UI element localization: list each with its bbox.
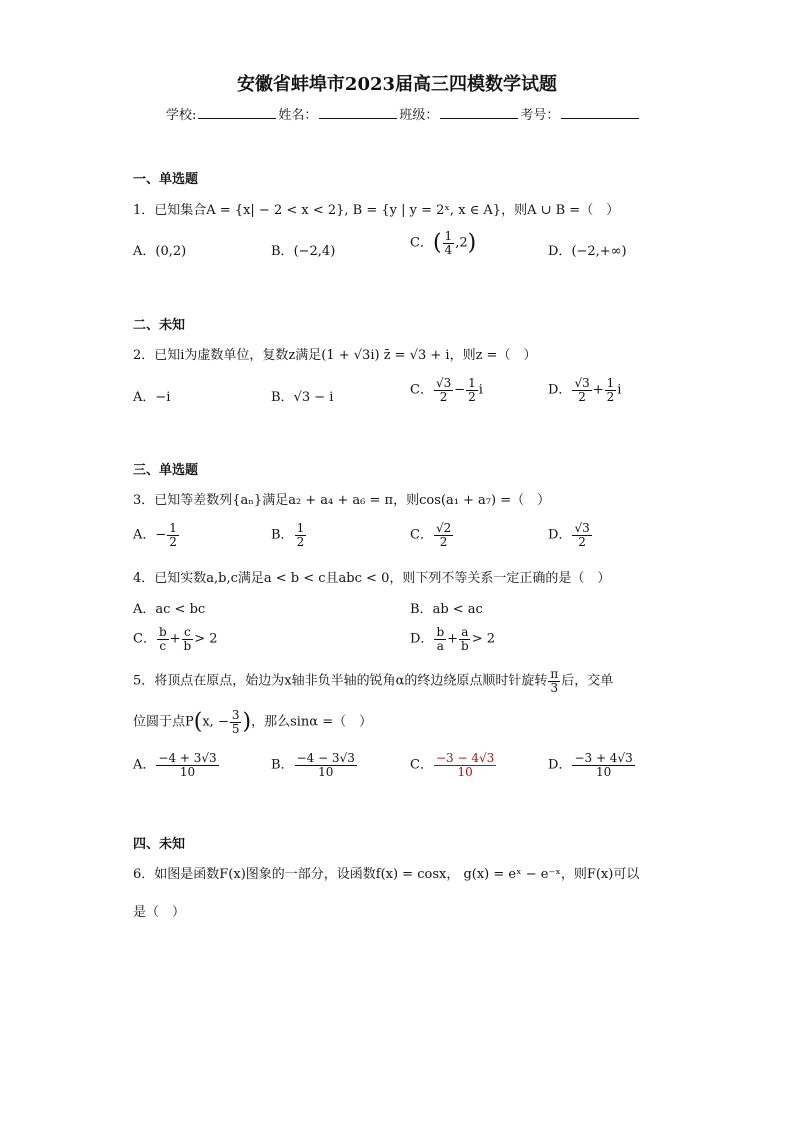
fraction-numerator: −4 − 3√3 bbox=[296, 751, 355, 765]
fraction-denominator: b bbox=[461, 638, 469, 653]
fraction-denominator: 4 bbox=[444, 242, 453, 257]
option-text: > 2 bbox=[471, 631, 496, 647]
fraction-numerator: 1 bbox=[444, 229, 453, 243]
option-text: (0,2) bbox=[155, 244, 187, 259]
fraction-denominator: b bbox=[183, 638, 192, 653]
student-info-line bbox=[166, 104, 641, 123]
option-a[interactable] bbox=[133, 752, 220, 778]
option-b[interactable] bbox=[271, 522, 307, 548]
fraction-denominator: 2 bbox=[439, 389, 448, 404]
question-stem: 2．已知i为虚数单位，复数z满足(1 + √3i) z̄ = √3 + i，则z =（ ） bbox=[133, 348, 537, 363]
option-label: D． bbox=[410, 631, 434, 647]
option-b[interactable] bbox=[271, 386, 333, 405]
option-label: A． bbox=[133, 602, 156, 617]
fraction-numerator: b bbox=[436, 625, 445, 639]
fraction-numerator: −3 − 4√3 bbox=[435, 751, 495, 765]
fraction-denominator: 5 bbox=[231, 721, 240, 736]
fraction-denominator: 2 bbox=[578, 389, 586, 404]
option-label: C． bbox=[410, 757, 433, 773]
option-text: ,2 bbox=[455, 235, 468, 251]
fraction-numerator: √3 bbox=[574, 376, 590, 390]
operator: − bbox=[155, 527, 167, 543]
name-label: 姓名： bbox=[278, 108, 318, 123]
fraction-denominator: a bbox=[436, 638, 444, 653]
option-text: ac < bc bbox=[155, 602, 206, 617]
option-label: C． bbox=[410, 235, 433, 251]
fraction-denominator: c bbox=[159, 638, 167, 653]
option-b[interactable] bbox=[410, 598, 483, 617]
number-label: 考号： bbox=[520, 108, 560, 123]
fraction-denominator: 2 bbox=[606, 389, 615, 404]
fraction-numerator: c bbox=[184, 625, 191, 639]
fraction-numerator: √3 bbox=[574, 521, 590, 535]
operator: + bbox=[447, 631, 459, 647]
section-heading: 二、未知 bbox=[133, 318, 186, 333]
option-label: B． bbox=[271, 390, 294, 405]
fraction-denominator: 2 bbox=[468, 389, 476, 404]
option-c[interactable] bbox=[410, 377, 483, 403]
option-label: D． bbox=[548, 244, 572, 259]
option-label: B． bbox=[271, 527, 294, 543]
option-label: B． bbox=[271, 757, 294, 773]
option-text: √3 − i bbox=[293, 390, 334, 405]
fraction-denominator: 10 bbox=[457, 764, 473, 779]
option-text: i bbox=[617, 382, 622, 398]
page-title: 安徽省蚌埠市2023届高三四模数学试题 bbox=[236, 74, 558, 95]
option-d[interactable] bbox=[548, 752, 636, 778]
option-label: C． bbox=[133, 631, 156, 647]
fraction-numerator: b bbox=[158, 625, 167, 639]
stem-text: ，那么sinα =（ ） bbox=[251, 714, 373, 730]
number-field[interactable] bbox=[561, 104, 639, 119]
stem-text: 后，交单 bbox=[561, 673, 614, 689]
fraction-numerator: 1 bbox=[468, 376, 476, 390]
fraction-denominator: 3 bbox=[550, 680, 559, 695]
option-label: B． bbox=[271, 244, 294, 259]
option-label: C． bbox=[410, 382, 433, 398]
fraction-denominator: 2 bbox=[169, 534, 177, 549]
fraction-numerator: 1 bbox=[296, 521, 305, 535]
option-c[interactable] bbox=[133, 626, 218, 652]
fraction-numerator: −3 + 4√3 bbox=[574, 751, 633, 765]
option-b[interactable] bbox=[271, 752, 358, 778]
fraction-numerator: π bbox=[550, 667, 559, 681]
section-heading: 三、单选题 bbox=[133, 463, 199, 478]
question-stem: 1．已知集合A = {x| − 2 < x < 2}, B = {y | y = 2ˣ, x ∈ A}，则A ∪ B =（ ） bbox=[133, 203, 620, 218]
operator: + bbox=[592, 382, 604, 398]
option-b[interactable] bbox=[271, 240, 335, 259]
option-a[interactable] bbox=[133, 386, 170, 405]
option-text: −i bbox=[155, 390, 171, 405]
fraction-numerator: −4 + 3√3 bbox=[158, 751, 217, 765]
fraction-numerator: a bbox=[461, 625, 469, 639]
option-text: ab < ac bbox=[432, 602, 483, 617]
section-heading: 一、单选题 bbox=[133, 172, 199, 187]
fraction-denominator: 10 bbox=[318, 764, 334, 779]
option-label: A． bbox=[133, 527, 156, 543]
option-label: D． bbox=[548, 527, 572, 543]
class-field[interactable] bbox=[440, 104, 518, 119]
school-field[interactable] bbox=[198, 104, 276, 119]
point-coordinate: x, − bbox=[202, 714, 229, 730]
option-c[interactable] bbox=[410, 522, 454, 548]
option-text: (−2,+∞) bbox=[571, 244, 627, 259]
option-a[interactable] bbox=[133, 522, 180, 548]
fraction-denominator: 10 bbox=[179, 764, 196, 779]
option-label: A． bbox=[133, 390, 156, 405]
fraction-numerator: √3 bbox=[435, 376, 452, 390]
question-stem-line2: 是（ ） bbox=[133, 905, 186, 920]
stem-text: 位圆于点P bbox=[133, 714, 194, 730]
operator: − bbox=[454, 382, 466, 398]
option-d[interactable] bbox=[410, 626, 495, 652]
fraction-numerator: √2 bbox=[435, 521, 452, 535]
fraction-numerator: 1 bbox=[169, 521, 177, 535]
question-stem: 6．如图是函数F(x)图象的一部分，设函数f(x) = cosx， g(x) = eˣ − e⁻ˣ，则F(x)可以 bbox=[133, 867, 640, 882]
fraction-numerator: 3 bbox=[231, 708, 240, 722]
name-field[interactable] bbox=[319, 104, 397, 119]
fraction-denominator: 2 bbox=[578, 534, 586, 549]
fraction-denominator: 10 bbox=[595, 764, 612, 779]
option-c[interactable]: C．( $\frac{1}{4}$ ,2) bbox=[410, 229, 477, 257]
question-stem: 3．已知等差数列{aₙ}满足a₂ + a₄ + a₆ = π，则cos(a₁ + a₇) =（ ） bbox=[133, 493, 551, 508]
option-label: A． bbox=[133, 757, 156, 773]
option-text: i bbox=[478, 382, 483, 398]
option-d[interactable] bbox=[548, 240, 627, 259]
option-a[interactable] bbox=[133, 598, 205, 617]
section-heading: 四、未知 bbox=[133, 837, 186, 852]
option-label: D． bbox=[548, 382, 572, 398]
school-label: 学校: bbox=[166, 108, 197, 123]
option-d[interactable] bbox=[548, 377, 621, 403]
fraction-numerator: 1 bbox=[606, 376, 615, 390]
option-label: C． bbox=[410, 527, 433, 543]
option-c[interactable] bbox=[410, 752, 497, 778]
option-label: D． bbox=[548, 757, 572, 773]
stem-text: 5．将顶点在原点，始边为x轴非负半轴的锐角α的终边绕原点顺时针旋转 bbox=[133, 673, 548, 689]
question-stem bbox=[133, 668, 613, 694]
fraction-denominator: 2 bbox=[439, 534, 448, 549]
option-d[interactable] bbox=[548, 522, 593, 548]
question-stem: 4．已知实数a,b,c满足a < b < c且abc < 0，则下列不等关系一定正确的是（ ） bbox=[133, 571, 611, 586]
operator: + bbox=[169, 631, 181, 647]
option-label: B． bbox=[410, 602, 433, 617]
option-text: (−2,4) bbox=[293, 244, 336, 259]
option-text: > 2 bbox=[194, 631, 218, 647]
fraction-denominator: 2 bbox=[296, 534, 305, 549]
option-label: A． bbox=[133, 244, 156, 259]
class-label: 班级： bbox=[399, 108, 439, 123]
question-stem-line2: 位圆于点P(x, − $\frac{3}{5}$ )，那么sinα =（ ） bbox=[133, 708, 373, 736]
option-a[interactable] bbox=[133, 240, 186, 259]
